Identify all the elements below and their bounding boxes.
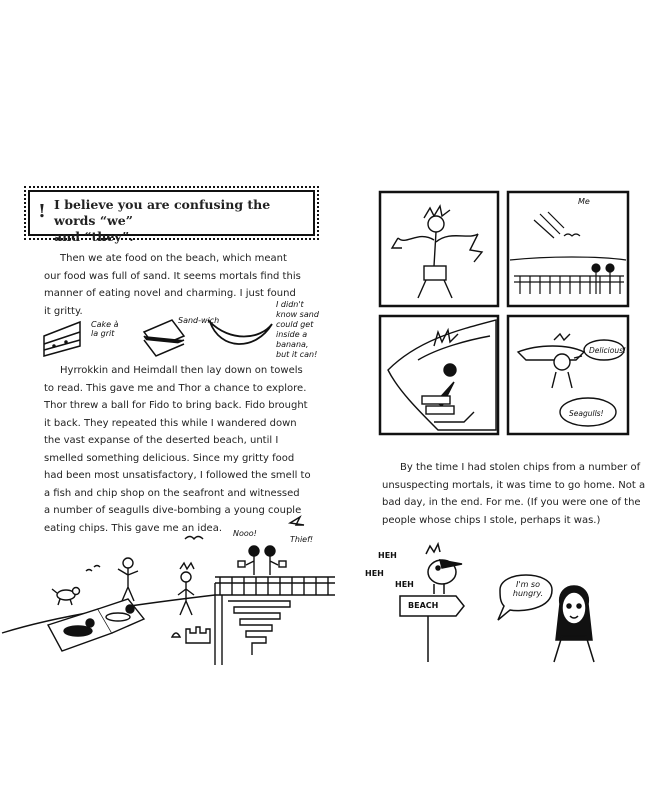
text-line: a fish and chip shop on the seafront and witnessed <box>44 487 300 499</box>
cake-label-line: la grit <box>91 329 115 338</box>
banana-note-line: could get <box>276 320 314 329</box>
callout-line: and “they”. <box>54 229 134 244</box>
text-line: it gritty. <box>44 305 83 317</box>
seafront-stairs-icon <box>215 577 335 665</box>
heh-text-2: HEH <box>365 569 384 578</box>
hungry-speech-line: hungry. <box>512 589 544 598</box>
exclamation-icon: ! <box>38 201 46 222</box>
text-line: our food was full of sand. It seems mortals find this <box>44 270 301 282</box>
text-line: it back. They repeated this while I wandered down <box>44 417 297 429</box>
text-line: the vast expanse of the deserted beach, until I <box>44 435 279 446</box>
heh-text-1: HEH <box>378 551 397 560</box>
text-line: By the time I had stolen chips from a number of <box>400 462 641 473</box>
comic-panel-loki-seagull-costume <box>380 192 498 306</box>
text-line: Hyrrokkin and Heimdall then lay down on towels <box>60 365 303 376</box>
text-line: eating chips. This gave me an idea. <box>44 522 223 534</box>
text-line: a number of seagulls dive-bombing a young couple <box>44 505 302 516</box>
beach-sign-label: BEACH <box>408 601 439 610</box>
dog-icon <box>52 566 100 606</box>
text-line: Thor threw a ball for Fido to bring back. Fido brought <box>44 400 308 411</box>
callout-text <box>54 197 304 245</box>
nooo-exclamation: Nooo! <box>233 529 257 538</box>
banana-note-line: know sand <box>276 310 319 319</box>
comic-panel-seafront-couple <box>508 192 628 306</box>
towel-people-icon <box>48 599 144 651</box>
text-line: smelled something delicious. Since my gritty food <box>44 452 295 464</box>
text-line: to read. This gave me and Thor a chance to explore. <box>44 382 307 394</box>
thor-figure-icon <box>118 558 138 601</box>
me-label: Me <box>578 197 590 206</box>
text-line: people whose chips I stole, perhaps it was.) <box>382 514 601 526</box>
banana-note <box>276 300 319 360</box>
hungry-person-icon <box>554 586 594 662</box>
hungry-speech <box>510 580 546 598</box>
comic-panel-seagull-grabs-chips <box>380 316 498 434</box>
seagull-on-sign-icon <box>426 544 462 594</box>
text-line: manner of eating novel and charming. I just found <box>44 288 296 299</box>
callout-line: I believe you are confusing the words “we” <box>54 197 271 228</box>
text-line: Then we ate food on the beach, which meant <box>60 253 287 264</box>
sandwich-icon <box>144 320 184 356</box>
banana-note-line: but it can! <box>276 350 318 359</box>
delicious-speech: Delicious! <box>589 346 627 355</box>
text-line: unsuspecting mortals, it was time to go home. Not a <box>382 479 646 491</box>
bird-icon <box>185 537 203 540</box>
couple-eating-chips-icon <box>238 546 286 575</box>
text-line: bad day, in the end. For me. (If you were one of the <box>382 497 641 508</box>
hungry-speech-line: I'm so <box>516 580 540 589</box>
comic-panels <box>378 190 630 436</box>
banana-note-line: I didn't <box>276 300 304 309</box>
sandwich-label: Sand-wich <box>178 316 220 325</box>
callout-box <box>28 190 315 244</box>
text-line: had been most unsatisfactory, I followed the smell to <box>44 470 311 481</box>
cake-label-line: Cake à <box>91 320 119 329</box>
paragraph-stolen-chips <box>382 459 646 529</box>
beach-scene-illustration <box>0 505 340 665</box>
loki-figure-icon <box>178 563 194 615</box>
cake-slice-icon <box>44 322 80 356</box>
cake-label <box>91 320 119 338</box>
seagull-diving-icon <box>290 517 304 525</box>
heh-text-3: HEH <box>395 580 414 589</box>
banana-note-line: inside a <box>276 330 308 339</box>
seagulls-speech: Seagulls! <box>569 409 604 418</box>
thief-exclamation: Thief! <box>290 535 314 544</box>
banana-note-line: banana, <box>276 340 309 349</box>
sandcastle-icon <box>172 627 210 643</box>
comic-panel-delicious-seagulls <box>508 316 628 434</box>
